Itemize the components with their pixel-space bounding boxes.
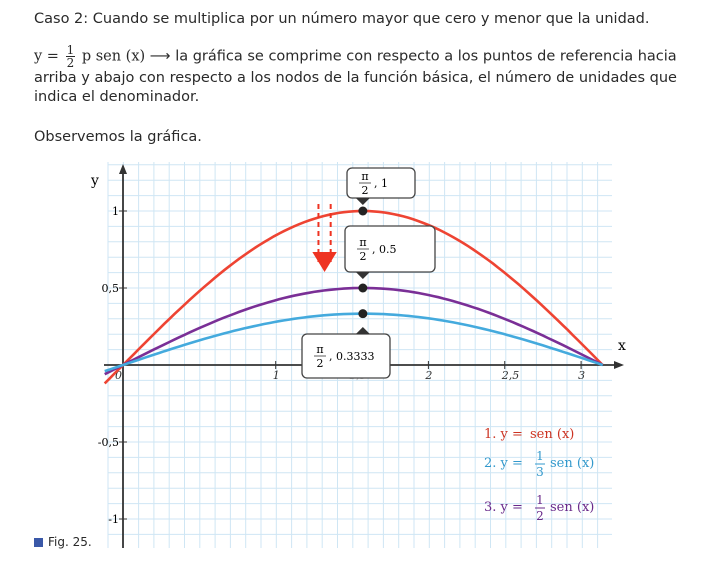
x-axis-arrow-icon — [614, 361, 624, 369]
legend-rhs: sen (x) — [530, 427, 575, 442]
annotation-point — [358, 309, 367, 318]
legend-lhs: 3. y = — [484, 500, 523, 515]
intro-line-1: Caso 2: Cuando se multiplica por un número mayor que cero y menor que la unidad. — [34, 11, 650, 27]
compression-arrow-head-icon — [312, 252, 336, 272]
x-axis-label: x — [618, 338, 626, 354]
callout-numerator: π — [361, 170, 369, 183]
y-tick-label: -0,5 — [97, 436, 119, 449]
legend-entry-1 — [484, 427, 574, 442]
annotation-callout-3 — [302, 327, 390, 378]
legend-denominator: 2 — [536, 509, 544, 523]
callout-numerator: π — [359, 236, 367, 249]
legend-rhs: sen (x) — [550, 500, 595, 515]
legend-lhs: 2. y = — [484, 456, 523, 471]
figure-caption — [34, 535, 92, 549]
formula-denominator: 2 — [66, 56, 75, 70]
callout-value: , 0.3333 — [329, 350, 375, 363]
y-axis-arrow-icon — [119, 164, 127, 174]
callout-numerator: π — [316, 343, 324, 356]
legend-lhs: 1. y = — [484, 427, 523, 442]
x-tick-label: 2 — [425, 369, 433, 382]
x-tick-label: 2,5 — [501, 369, 520, 382]
x-tick-label: 0 — [115, 369, 122, 382]
legend-rhs: sen (x) — [550, 456, 595, 471]
x-tick-label: 3 — [578, 369, 586, 382]
formula-numerator: 1 — [66, 43, 75, 57]
formula-rhs: p sen (x) — [81, 48, 146, 65]
intro-line-3: Observemos la gráfica. — [34, 129, 202, 145]
callout-denominator: 2 — [359, 250, 367, 263]
legend-denominator: 3 — [536, 465, 544, 479]
annotation-point — [358, 207, 367, 216]
caption-square-icon — [34, 538, 43, 547]
annotation-callout-1 — [347, 168, 415, 205]
legend-entry-2 — [484, 449, 594, 479]
y-axis-label: y — [91, 173, 99, 189]
caption-text: Fig. 25. — [48, 535, 92, 549]
callout-denominator: 2 — [316, 357, 324, 370]
annotation-point — [358, 284, 367, 293]
formula-lhs: y = — [34, 48, 59, 65]
legend-numerator: 1 — [536, 449, 544, 463]
callout-denominator: 2 — [361, 184, 369, 197]
x-tick-label: 1 — [272, 369, 280, 382]
y-tick-label: 1 — [112, 205, 119, 218]
y-tick-label: -1 — [108, 513, 119, 526]
callout-value: , 0.5 — [372, 243, 397, 256]
y-tick-label: 0,5 — [101, 282, 119, 295]
callout-value: , 1 — [374, 177, 388, 190]
formula-arrow: ⟶ — [149, 48, 171, 65]
legend-numerator: 1 — [536, 493, 544, 507]
annotation-callout-2 — [345, 226, 435, 279]
intro-line-2: la gráfica se comprime con respecto a los puntos de referencia hacia arriba y abajo con respecto a los nodos de la función básica, el número de unidades que indica el denominador. — [34, 48, 677, 105]
